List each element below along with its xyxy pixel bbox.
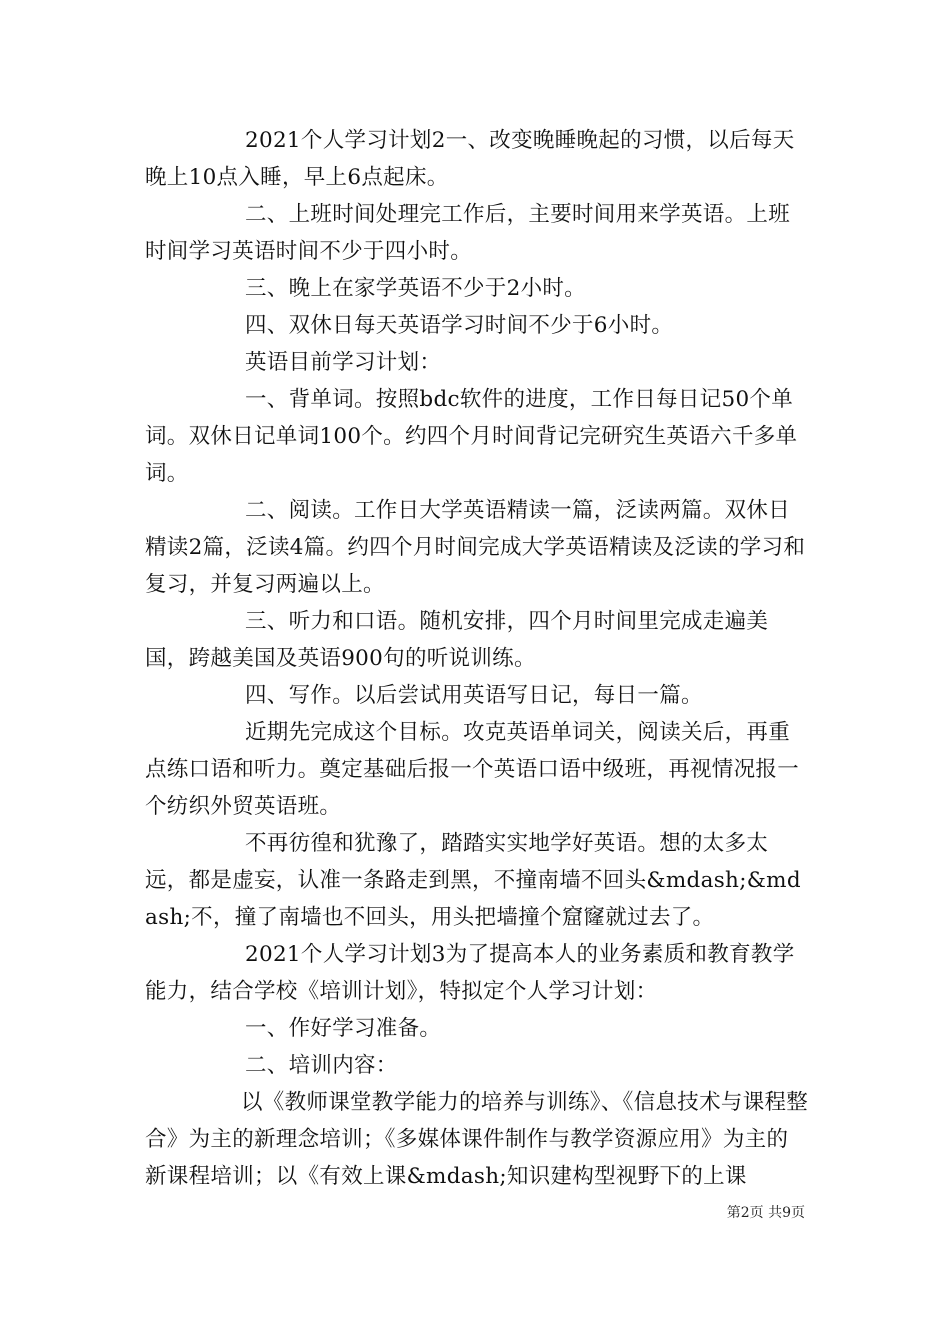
- document-body: [145, 122, 810, 1195]
- paragraph: 一、背单词。按照bdc软件的进度，工作日每日记50个单词。双休日记单词100个。约四个月时间背记完研究生英语六千多单词。: [145, 387, 798, 486]
- paragraph: 二、上班时间处理完工作后，主要时间用来学英语。上班时间学习英语时间不少于四小时。: [145, 202, 791, 264]
- paragraph: 英语目前学习计划：: [245, 350, 442, 375]
- paragraph: 三、听力和口语。随机安排，四个月时间里完成走遍美国，跨越美国及英语900句的听说训练。: [145, 609, 769, 671]
- paragraph: 四、写作。以后尝试用英语写日记，每日一篇。: [245, 683, 703, 708]
- paragraph: 近期先完成这个目标。攻克英语单词关，阅读关后，再重点练口语和听力。奠定基础后报一个英语口语中级班，再视情况报一个纺织外贸英语班。: [145, 720, 800, 819]
- paragraph: 以《教师课堂教学能力的培养与训练》、《信息技术与课程整合》为主的新理念培训；《多媒体课件制作与教学资源应用》为主的新课程培训；以《有效上课&mdash;知识建构型视野下的上课: [145, 1090, 809, 1189]
- paragraph: 一、作好学习准备。: [245, 1016, 442, 1041]
- paragraph: 不再彷徨和犹豫了，踏踏实实地学好英语。想的太多太远，都是虚妄，认准一条路走到黑，不撞南墙不回头&mdash;&mdash;不，撞了南墙也不回头，用头把墙撞个窟窿就过去了。: [145, 831, 801, 930]
- paragraph: 四、双休日每天英语学习时间不少于6小时。: [245, 313, 674, 338]
- paragraph: 2021个人学习计划2一、改变晚睡晚起的习惯，以后每天晚上10点入睡，早上6点起床。: [145, 128, 795, 190]
- paragraph: 三、晚上在家学英语不少于2小时。: [245, 276, 586, 301]
- page-number-footer: 第2页 共9页: [726, 1205, 805, 1221]
- paragraph: 2021个人学习计划3为了提高本人的业务素质和教育教学能力，结合学校《培训计划》，特拟定个人学习计划：: [145, 942, 795, 1004]
- paragraph: 二、阅读。工作日大学英语精读一篇，泛读两篇。双休日精读2篇，泛读4篇。约四个月时间完成大学英语精读及泛读的学习和复习，并复习两遍以上。: [145, 498, 806, 597]
- paragraph: 二、培训内容：: [245, 1053, 398, 1078]
